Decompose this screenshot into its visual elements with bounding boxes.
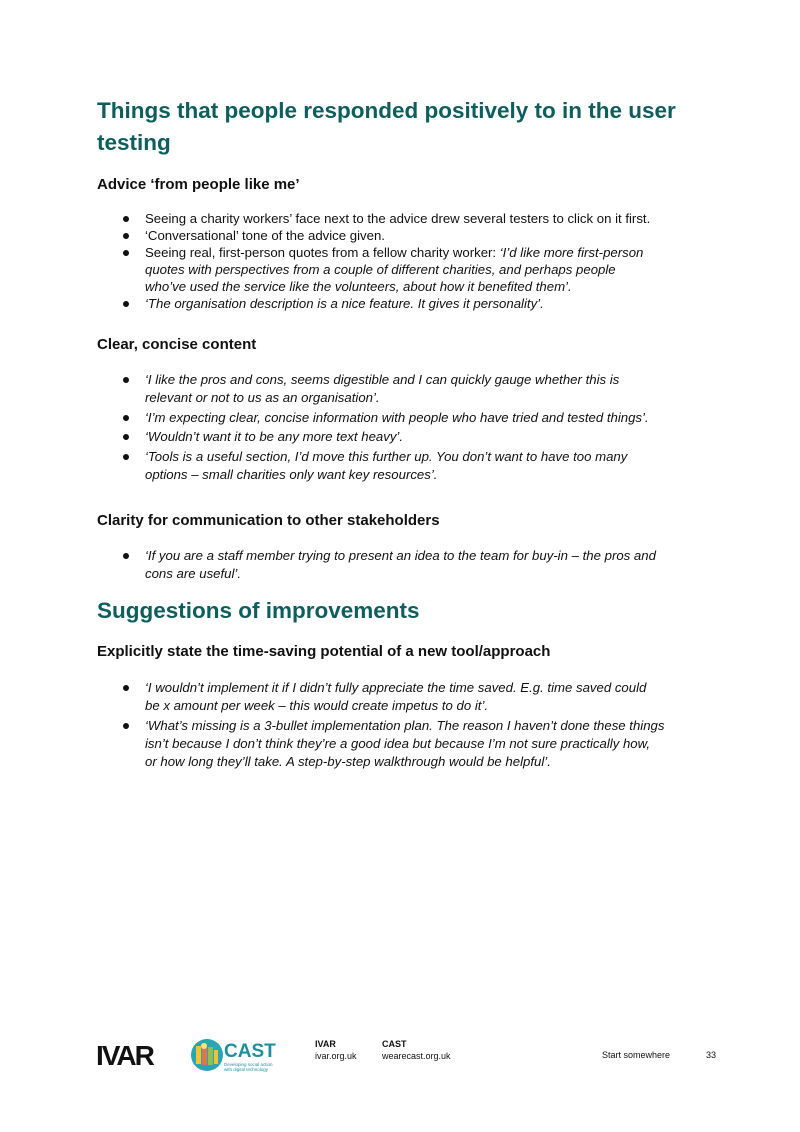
list-item: ‘I’m expecting clear, concise information with people who have tried and tested things’. xyxy=(97,409,717,427)
ivar-logo-text: IVAR xyxy=(96,1040,153,1070)
time-saving-list xyxy=(97,679,717,772)
subheading-clarity: Clarity for communication to other stakeholders xyxy=(97,512,440,529)
footer-cast-contact xyxy=(382,1038,451,1062)
list-item: ‘The organisation description is a nice feature. It gives it personality’. xyxy=(97,295,717,312)
section-title-improvements: Suggestions of improvements xyxy=(97,598,420,623)
list-item: ‘What’s missing is a 3-bullet implementation plan. The reason I haven’t done these things isn’t because I don’t think they’re a good idea but because I’m not sure practically how, or how long they’ll take. A step-by-step walkthrough would be helpful’. xyxy=(97,717,717,771)
clear-content-list xyxy=(97,371,717,485)
section-title-line1: Things that people responded positively to in the user xyxy=(97,98,676,123)
footer-ivar-title: IVAR xyxy=(315,1039,336,1049)
list-item: ‘Wouldn’t want it to be any more text heavy’. xyxy=(97,428,717,446)
footer-cast-url[interactable]: wearecast.org.uk xyxy=(382,1051,451,1061)
cast-logo xyxy=(190,1038,224,1077)
section-title-positive xyxy=(97,95,676,159)
clarity-list xyxy=(97,547,717,585)
footer-cast-title: CAST xyxy=(382,1039,407,1049)
footer-ivar-contact xyxy=(315,1038,357,1062)
list-item: ‘I wouldn’t implement it if I didn’t fully appreciate the time saved. E.g. time saved could be x amount per week – this would create impetus to do it’. xyxy=(97,679,717,715)
footer-doc-title: Start somewhere xyxy=(602,1050,671,1060)
list-item: Seeing real, first-person quotes from a fellow charity worker: ‘I’d like more first-person quotes with perspectives from a couple of different charities, and perhaps people who’ve used the service like the volunteers, about how it benefited them’. xyxy=(97,244,717,295)
cast-globe-icon xyxy=(190,1038,224,1072)
cast-tagline: Developing social action with digital technology xyxy=(224,1062,273,1072)
cast-logo-text: CAST xyxy=(224,1041,276,1062)
page-footer xyxy=(0,1038,800,1078)
list-item: ‘I like the pros and cons, seems digestible and I can quickly gauge whether this is relevant or not to us as an organisation’. xyxy=(97,371,717,407)
section-title-line2: testing xyxy=(97,130,171,155)
list-item: ‘Conversational’ tone of the advice given. xyxy=(97,227,717,244)
subheading-advice: Advice ‘from people like me’ xyxy=(97,176,300,193)
subheading-time-saving: Explicitly state the time-saving potential of a new tool/approach xyxy=(97,643,551,660)
page-number: 33 xyxy=(706,1050,717,1060)
list-item: ‘Tools is a useful section, I’d move this further up. You don’t want to have too many options – small charities only want key resources’. xyxy=(97,448,717,484)
advice-list xyxy=(97,210,717,312)
footer-ivar-url[interactable]: ivar.org.uk xyxy=(315,1051,357,1061)
subheading-clear-content: Clear, concise content xyxy=(97,336,257,353)
list-item: Seeing a charity workers’ face next to the advice drew several testers to click on it first. xyxy=(97,210,717,227)
ivar-logo xyxy=(96,1038,160,1075)
list-item: ‘If you are a staff member trying to present an idea to the team for buy-in – the pros and cons are useful’. xyxy=(97,547,717,583)
